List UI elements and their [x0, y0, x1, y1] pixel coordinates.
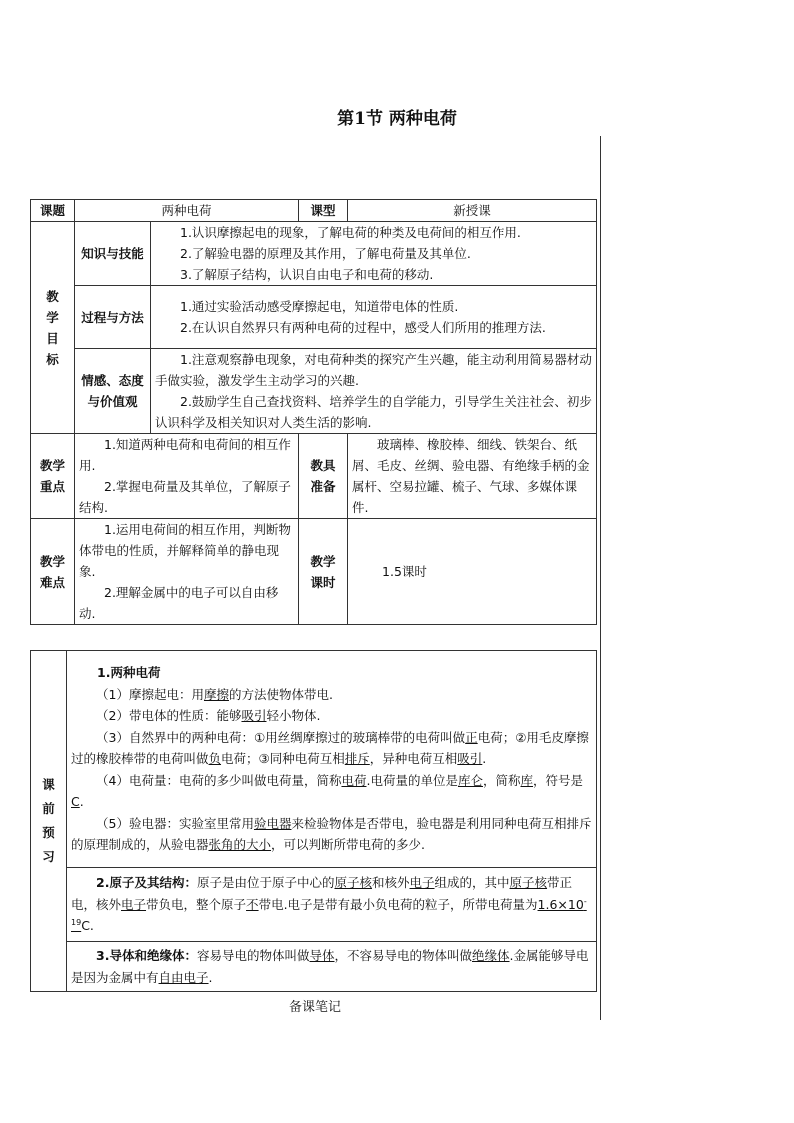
emotion-line: 2.鼓励学生自己查找资料、培养学生的自学能力，引导学生关注社会、初步认识科学及相关知识对人类生活的影响. — [155, 394, 592, 430]
difficulty-line: 1.运用电荷间的相互作用，判断物体带电的性质，并解释简单的静电现象. — [79, 522, 291, 579]
preview-section-charges — [67, 651, 597, 868]
section-heading: 3.导体和绝缘体： — [96, 948, 197, 963]
lesson-plan-table — [30, 199, 597, 625]
answer-blank: 导体 — [309, 948, 335, 963]
preview-section-atom — [67, 868, 597, 942]
tools-label: 教具准备 — [299, 434, 348, 519]
answer-blank: 电子 — [409, 875, 435, 891]
difficulty-label: 教学难点 — [31, 519, 75, 625]
answer-blank: 电荷 — [341, 772, 367, 788]
answer-blank: 吸引 — [457, 751, 483, 767]
answer-blank: 摩擦 — [203, 686, 229, 702]
atom-text: 2.原子及其结构：原子是由位于原子中心的原子核和核外电子组成的，其中原子核带正电，核外电子带负电，整个原子不带电.电子是带有最小负电荷的粒子，所带电荷量为$1.6\times 10^{-19}C$. — [71, 875, 587, 934]
answer-blank: 负 — [208, 751, 222, 767]
answer-blank: 张角的大小 — [208, 837, 272, 853]
emotion-content — [151, 349, 597, 434]
preview-line-quantity: （4）电荷量：电荷的多少叫做电荷量，简称电荷.电荷量的单位是库仑，简称库，符号是C. — [71, 772, 584, 810]
knowledge-line: 3.了解原子结构，认识自由电子和电荷的移动. — [180, 267, 434, 282]
section-heading: 1.两种电荷 — [97, 665, 161, 681]
process-content — [151, 286, 597, 349]
preview-line-friction: （1）摩擦起电：用摩擦的方法使物体带电. — [96, 686, 333, 702]
answer-blank: 自由电子 — [158, 969, 209, 985]
process-line: 1.通过实验活动感受摩擦起电，知道带电体的性质. — [180, 299, 459, 314]
focus-label: 教学重点 — [31, 434, 75, 519]
preview-section-conductor — [67, 942, 597, 992]
type-label: 课型 — [299, 200, 348, 222]
knowledge-label: 知识与技能 — [75, 222, 151, 286]
answer-blank: C — [71, 794, 80, 810]
emotion-line: 1.注意观察静电现象，对电荷种类的探究产生兴趣，能主动利用简易器材动手做实验，激发学生主动学习的兴趣. — [155, 352, 592, 388]
difficulty-content — [75, 519, 299, 625]
knowledge-line: 1.认识摩擦起电的现象，了解电荷的种类及电荷间的相互作用. — [180, 225, 521, 240]
answer-blank: 原子核 — [334, 875, 372, 891]
focus-content — [75, 434, 299, 519]
topic-value: 两种电荷 — [75, 200, 299, 222]
preview-line-electroscope: （5）验电器：实验室里常用验电器来检验物体是否带电，验电器是利用同种电荷互相排斥的原理制成的，从验电器张角的大小，可以判断所带电荷的多少. — [71, 815, 592, 853]
focus-line: 2.掌握电荷量及其单位，了解原子结构. — [79, 479, 291, 515]
answer-blank: $1.6\times 10^{-19}$ — [71, 896, 587, 928]
focus-line: 1.知道两种电荷和电荷间的相互作用. — [79, 437, 291, 473]
answer-blank: 库仑 — [457, 772, 483, 788]
page-title: 第1节 两种电荷 — [337, 109, 457, 129]
answer-blank: 库 — [520, 772, 534, 788]
knowledge-content — [151, 222, 597, 286]
answer-blank: 吸引 — [241, 708, 267, 724]
goals-label: 教学目标 — [31, 222, 75, 434]
answer-blank: 绝缘体 — [472, 948, 510, 963]
answer-blank: 排斥 — [344, 751, 370, 767]
footer-label: 备课笔记 — [288, 1000, 341, 1015]
period-label: 教学课时 — [299, 519, 348, 625]
preview-table — [30, 650, 597, 992]
preview-line-two-charges: （3）自然界中的两种电荷：①用丝绸摩擦过的玻璃棒带的电荷叫做正电荷；②用毛皮摩擦过的橡胶棒带的电荷叫做负电荷；③同种电荷互相排斥，异种电荷互相吸引. — [71, 729, 589, 767]
margin-divider — [600, 136, 601, 1020]
tools-content — [348, 434, 597, 519]
period-text: 1.5课时 — [382, 564, 427, 579]
answer-blank: 验电器 — [253, 815, 292, 831]
answer-blank: 原子核 — [509, 875, 548, 891]
answer-blank: 不 — [246, 896, 259, 912]
emotion-label: 情感、态度与价值观 — [75, 349, 151, 434]
topic-label: 课题 — [31, 200, 75, 222]
process-label: 过程与方法 — [75, 286, 151, 349]
conductor-text: 3.导体和绝缘体：容易导电的物体叫做导体，不容易导电的物体叫做绝缘体.金属能够导电是因为金属中有自由电子. — [71, 948, 589, 985]
knowledge-line: 2.了解验电器的原理及其作用，了解电荷量及其单位. — [180, 246, 471, 261]
tools-text: 玻璃棒、橡胶棒、细线、铁架台、纸屑、毛皮、丝绸、验电器、有绝缘手柄的金属杆、空易拉罐、梳子、气球、多媒体课件. — [352, 437, 590, 515]
period-content — [348, 519, 597, 625]
process-line: 2.在认识自然界只有两种电荷的过程中，感受人们所用的推理方法. — [180, 320, 546, 335]
preview-line-property: （2）带电体的性质：能够吸引轻小物体. — [96, 708, 321, 724]
answer-blank: 电子 — [121, 896, 147, 912]
difficulty-line: 2.理解金属中的电子可以自由移动. — [79, 585, 279, 621]
type-value: 新授课 — [348, 200, 597, 222]
section-heading: 2.原子及其结构： — [96, 875, 197, 891]
preview-label: 课前预习 — [31, 651, 67, 992]
answer-blank: 正 — [465, 729, 478, 745]
